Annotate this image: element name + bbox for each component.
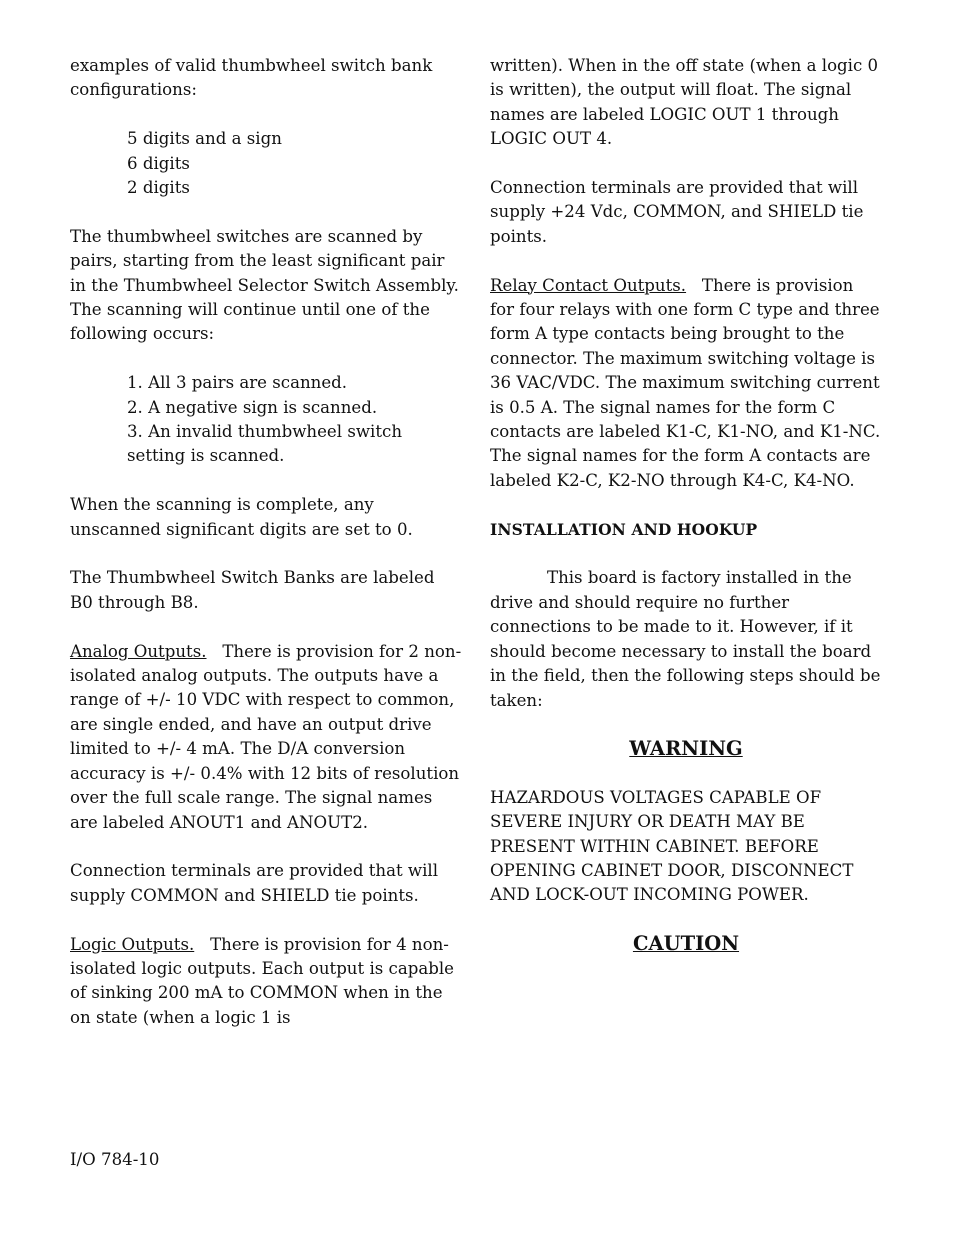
scan-complete-paragraph: When the scanning is complete, any unscanned significant digits are set to 0. (70, 495, 413, 539)
warning-title: WARNING (629, 737, 743, 761)
config-item: 6 digits (127, 153, 190, 173)
installation-heading: INSTALLATION AND HOOKUP (490, 519, 758, 539)
logic-outputs-body: There is provision for 4 non-isolated logic outputs. Each output is capable of sinking 200 mA to COMMON when in the on state (when a logic 1 is (70, 934, 454, 1027)
installation-paragraph: This board is factory installed in the drive and should require no further connections to be made to it. However, if it should become necessary to install the board in the field, then the following steps should be taken: (490, 568, 881, 710)
warning-paragraph: HAZARDOUS VOLTAGES CAPABLE OF SEVERE INJURY OR DEATH MAY BE PRESENT WITHIN CABINET. BEFORE OPENING CABINET DOOR, DISCONNECT AND LOCK-OUT INCOMING POWER. (490, 787, 854, 905)
config-item: 2 digits (127, 178, 190, 198)
caution-title: CAUTION (632, 932, 740, 956)
scan-paragraph: The thumbwheel switches are scanned by pairs, starting from the least significant pair in the Thumbwheel Selector Switch Assembly. The scanning will continue until one of the following occurs: (70, 226, 459, 344)
analog-terminals-paragraph: Connection terminals are provided that will supply COMMON and SHIELD tie points. (70, 861, 439, 905)
intro-paragraph: examples of valid thumbwheel switch bank configurations: (70, 56, 433, 100)
logic-outputs-title: Logic Outputs. (70, 934, 195, 954)
scan-conditions-list (70, 371, 462, 469)
right-column (490, 54, 882, 981)
logic-outputs-paragraph (70, 933, 462, 1031)
scan-condition-item: 1. All 3 pairs are scanned. (127, 373, 348, 393)
relay-outputs-paragraph (490, 274, 882, 494)
relay-outputs-body: There is provision for four relays with one form C type and three form A type contacts being brought to the connector. The maximum switching voltage is 36 VAC/VDC. The maximum switching current is 0.5 A. The signal names for the form C contacts are labeled K1-C, K1-NO, and K1-NC. The signal names for the form A contacts are labeled K2-C, K2-NO through K4-C, K4-NO. (490, 275, 881, 490)
relay-outputs-title: Relay Contact Outputs. (490, 275, 687, 295)
analog-outputs-paragraph (70, 640, 462, 835)
analog-outputs-body: There is provision for 2 non-isolated analog outputs. The outputs have a range of +/- 10 VDC with respect to common, are single ended, and have an output drive limited to +/- 4 mA. The D/A conversion accuracy is +/- 0.4% with 12 bits of resolution over the full scale range. The signal names are labeled ANOUT1 and ANOUT2. (70, 641, 462, 832)
left-column (70, 54, 462, 1055)
page-footer: I/O 784-10 (70, 1150, 160, 1169)
analog-outputs-title: Analog Outputs. (70, 641, 207, 661)
banks-paragraph: The Thumbwheel Switch Banks are labeled B0 through B8. (70, 568, 435, 612)
scan-condition-item: 3. An invalid thumbwheel switch setting is scanned. (127, 422, 403, 466)
logic-terminals-paragraph: Connection terminals are provided that will supply +24 Vdc, COMMON, and SHIELD tie points. (490, 178, 864, 246)
config-item: 5 digits and a sign (127, 129, 282, 149)
config-list (70, 127, 462, 200)
logic-continued-paragraph: written). When in the off state (when a logic 0 is written), the output will float. The signal names are labeled LOGIC OUT 1 through LOGIC OUT 4. (490, 56, 879, 149)
scan-condition-item: 2. A negative sign is scanned. (127, 397, 378, 417)
